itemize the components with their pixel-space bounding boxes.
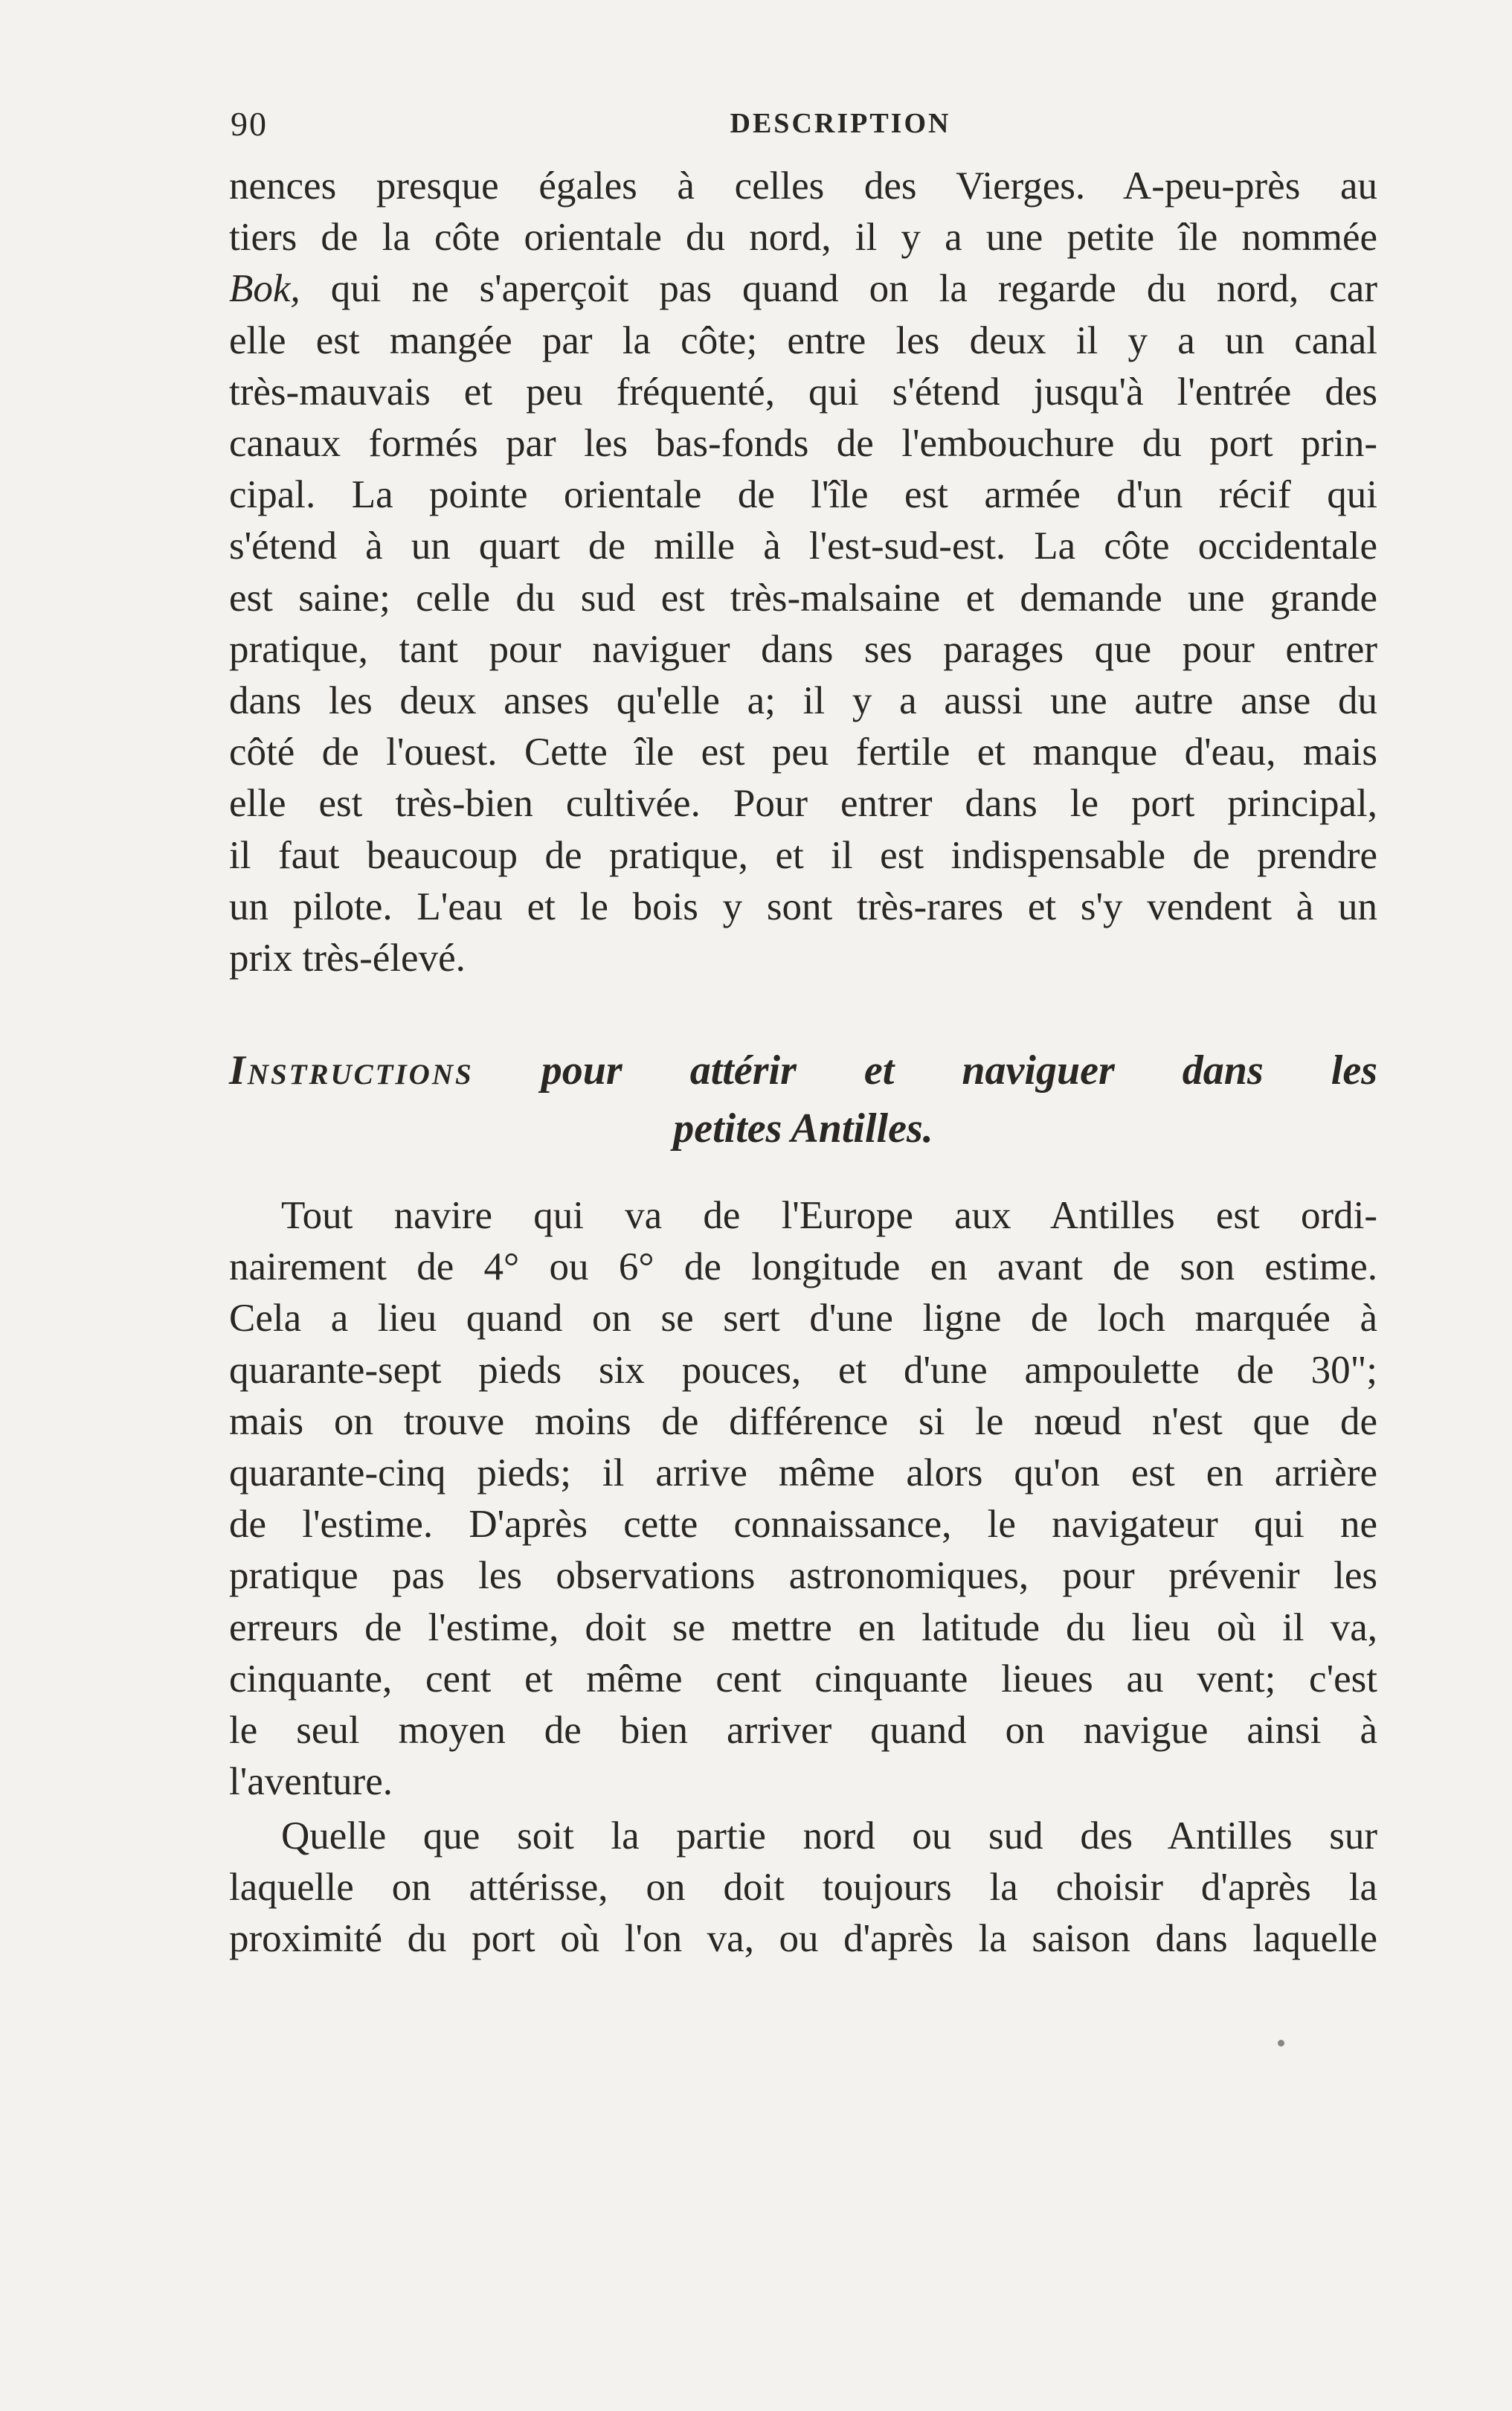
text-line: prix très-élevé. (229, 937, 466, 980)
section-heading (229, 1041, 1377, 1158)
text-line: de l'estime. D'après cette connaissance, le navigateur qui ne (229, 1503, 1377, 1547)
text-line: quarante-sept pieds six pouces, et d'une ampoulette de 30"; (229, 1348, 1377, 1392)
text-line: erreurs de l'estime, doit se mettre en latitude du lieu où il va, (229, 1605, 1377, 1649)
text-line: quarante-cinq pieds; il arrive même alors qu'on est en arrière (229, 1451, 1377, 1495)
running-head (231, 104, 1376, 149)
paper-speck (1278, 2040, 1284, 2046)
text-line: pratique pas les observations astronomiques, pour prévenir les (229, 1554, 1377, 1598)
heading-line-rest: pour attérir et naviguer dans les (541, 1047, 1378, 1094)
text-line: mais on trouve moins de différence si le nœud n'est que de (229, 1399, 1377, 1443)
text-line: tiers de la côte orientale du nord, il y a une petite île nommée (229, 216, 1377, 260)
text-line: côté de l'ouest. Cette île est peu fertile et manque d'eau, mais (229, 731, 1377, 774)
text-line: un pilote. L'eau et le bois y sont très-rares et s'y vendent à un (229, 885, 1377, 928)
text-line: Cela a lieu quand on se sert d'une ligne de loch marquée à (229, 1297, 1377, 1341)
text-line: proximité du port où l'on va, ou d'après la saison dans laquelle (229, 1917, 1377, 1961)
text-line: canaux formés par les bas-fonds de l'embouchure du port prin- (229, 422, 1377, 466)
paragraph-longitude (229, 1190, 1377, 1808)
heading-line (229, 1041, 1377, 1099)
text-line: Tout navire qui va de l'Europe aux Antilles est ordi- (281, 1194, 1377, 1237)
text-line: il faut beaucoup de pratique, et il est indispensable de prendre (229, 833, 1377, 877)
text-line: elle est très-bien cultivée. Pour entrer dans le port principal, (229, 782, 1377, 826)
text-line: Quelle que soit la partie nord ou sud des Antilles sur (281, 1814, 1377, 1858)
text-line: s'étend à un quart de mille à l'est-sud-est. La côte occidentale (229, 524, 1377, 568)
text-line: le seul moyen de bien arriver quand on navigue ainsi à (229, 1709, 1377, 1753)
text-line: laquelle on attérisse, on doit toujours la choisir d'après la (229, 1866, 1377, 1910)
text-line-rest: qui ne s'aperçoit pas quand on la regarde du nord, car (300, 267, 1377, 311)
text-line (229, 263, 1377, 315)
island-name: Bok, (229, 267, 300, 311)
text-line: nences presque égales à celles des Vierges. A-peu-près au (229, 164, 1377, 208)
paragraph-bok-island (229, 161, 1377, 984)
page-number: 90 (231, 105, 268, 143)
text-line: cipal. La pointe orientale de l'île est armée d'un récif qui (229, 473, 1377, 517)
text-line: très-mauvais et peu fréquenté, qui s'étend jusqu'à l'entrée des (229, 370, 1377, 414)
text-line: l'aventure. (229, 1760, 393, 1804)
text-line: est saine; celle du sud est très-malsaine et demande une grande (229, 576, 1377, 620)
text-line: dans les deux anses qu'elle a; il y a aussi une autre anse du (229, 679, 1377, 723)
paragraph-landfall (229, 1811, 1377, 1965)
text-line: elle est mangée par la côte; entre les deux il y a un canal (229, 318, 1377, 362)
running-title: DESCRIPTION (730, 108, 951, 139)
text-line: cinquante, cent et même cent cinquante lieues au vent; c'est (229, 1657, 1377, 1701)
heading-line: petites Antilles. (673, 1105, 933, 1152)
text-line: pratique, tant pour naviguer dans ses parages que pour entrer (229, 627, 1377, 671)
heading-smallcaps: Instructions (229, 1047, 474, 1094)
text-line: nairement de 4° ou 6° de longitude en avant de son estime. (229, 1245, 1377, 1289)
